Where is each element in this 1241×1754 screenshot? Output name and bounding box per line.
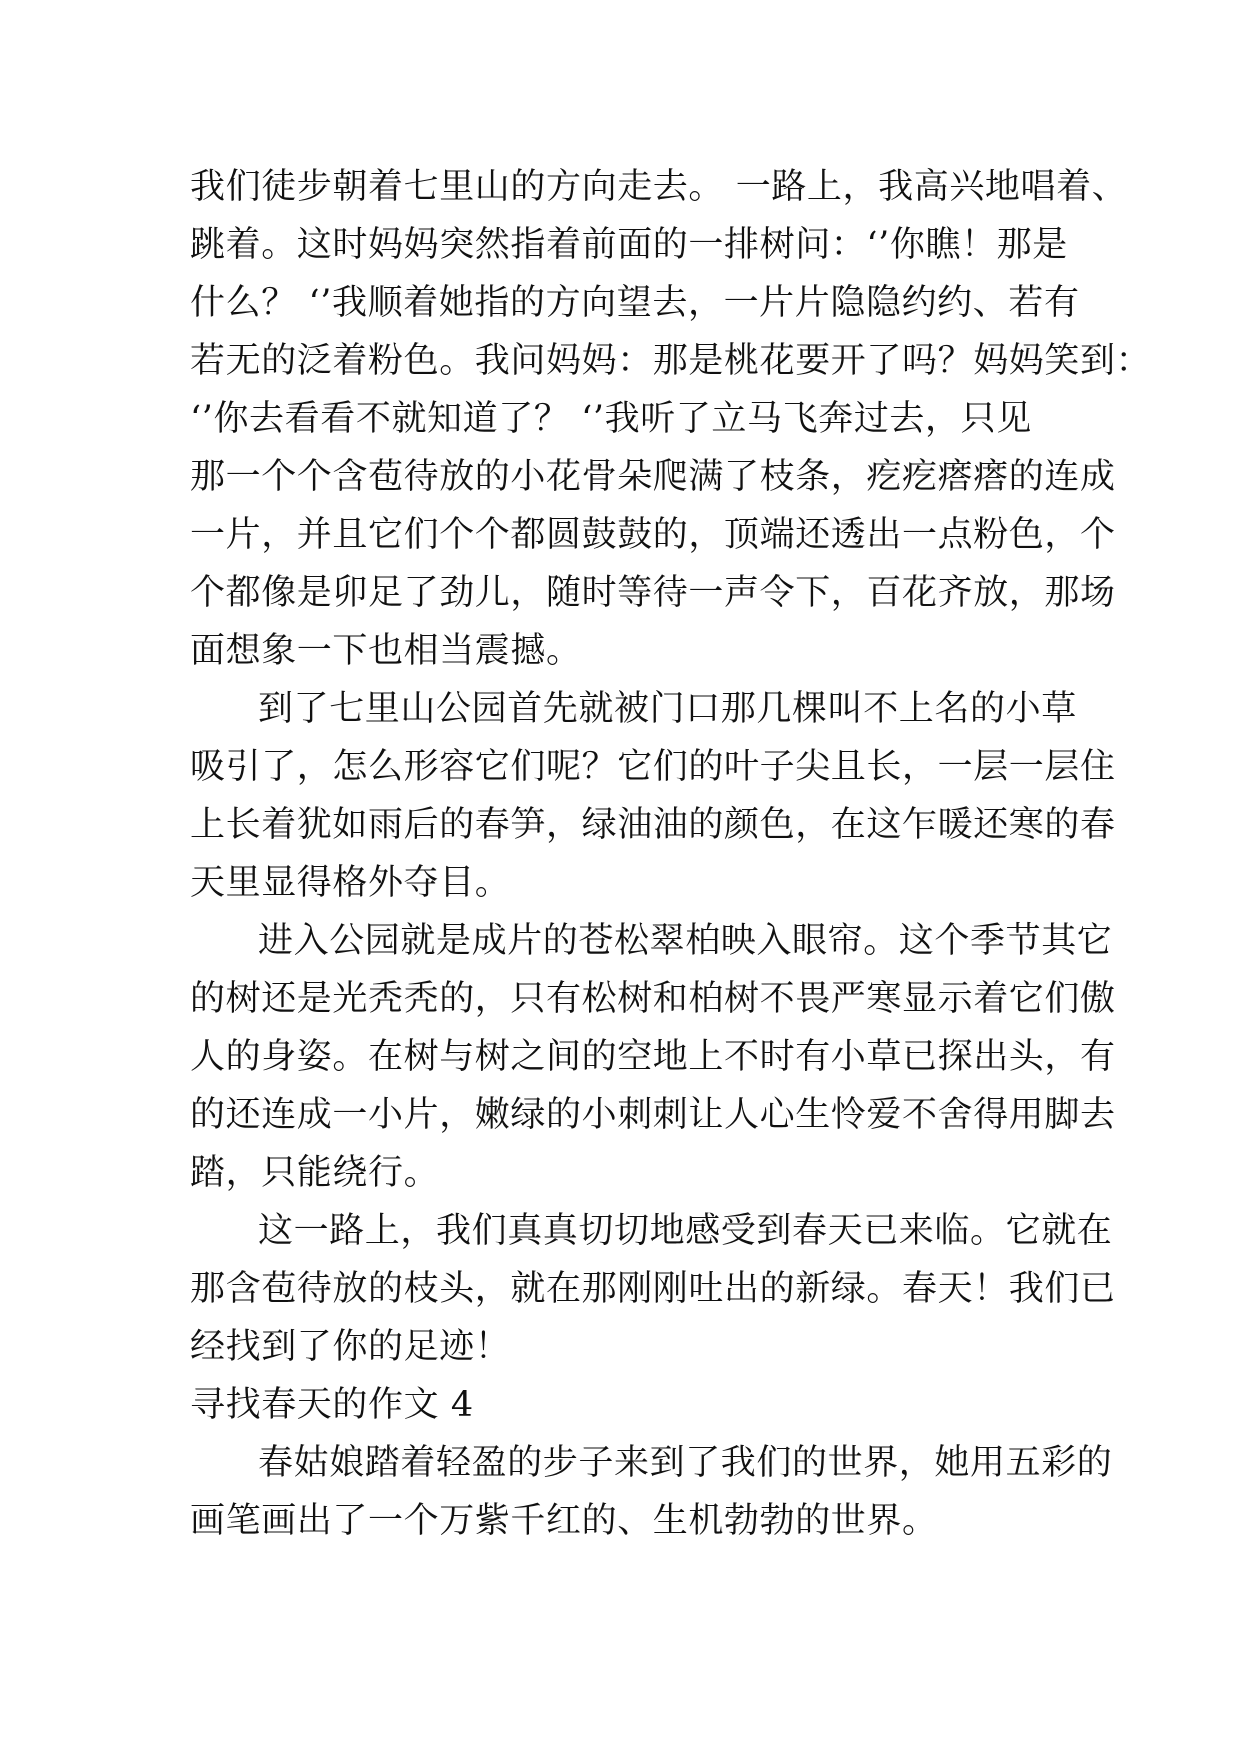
text-line: 的还连成一小片，嫩绿的小刺刺让人心生怜爱不舍得用脚去	[190, 1095, 1116, 1135]
text-line: 经找到了你的足迹！	[190, 1327, 511, 1367]
text-line: 一片，并且它们个个都圆鼓鼓的，顶端还透出一点粉色，个	[190, 515, 1116, 555]
text-line: 跳着。这时妈妈突然指着前面的一排树问：‘’你瞧！那是	[190, 225, 1068, 265]
text-line: 那一个个含苞待放的小花骨朵爬满了枝条，疙疙瘩瘩的连成	[190, 457, 1116, 497]
text-line: 踏，只能绕行。	[190, 1153, 440, 1193]
text-line: 春姑娘踏着轻盈的步子来到了我们的世界，她用五彩的	[258, 1443, 1113, 1483]
text-line: 这一路上，我们真真切切地感受到春天已来临。它就在	[258, 1211, 1113, 1251]
text-line: 天里显得格外夺目。	[190, 863, 511, 903]
text-line: 到了七里山公园首先就被门口那几棵叫不上名的小草	[258, 689, 1077, 729]
text-line: 上长着犹如雨后的春笋，绿油油的颜色，在这乍暖还寒的春	[190, 805, 1116, 845]
paragraph	[190, 1434, 1113, 1550]
text-line: 吸引了，怎么形容它们呢？它们的叶子尖且长，一层一层住	[190, 747, 1116, 787]
section-heading: 寻找春天的作文 4	[190, 1385, 474, 1425]
text-line: 面想象一下也相当震撼。	[190, 631, 582, 671]
paragraph	[190, 912, 1116, 1202]
paragraph	[190, 1202, 1116, 1376]
paragraph	[190, 680, 1116, 912]
text-line: 人的身姿。在树与树之间的空地上不时有小草已探出头，有	[190, 1037, 1116, 1077]
paragraph	[190, 158, 1152, 680]
text-line: 个都像是卯足了劲儿，随时等待一声令下，百花齐放，那场	[190, 573, 1116, 613]
text-line: 我们徒步朝着七里山的方向走去。 一路上，我高兴地唱着、	[190, 167, 1128, 207]
text-line: 画笔画出了一个万紫千红的、生机勃勃的世界。	[190, 1501, 938, 1541]
text-line: 什么？ ‘’我顺着她指的方向望去，一片片隐隐约约、若有	[190, 283, 1080, 323]
text-line: 那含苞待放的枝头，就在那刚刚吐出的新绿。春天！我们已	[190, 1269, 1116, 1309]
text-line: 若无的泛着粉色。我问妈妈：那是桃花要开了吗？妈妈笑到：	[190, 341, 1152, 381]
document-body	[190, 158, 1152, 1550]
text-line: 进入公园就是成片的苍松翠柏映入眼帘。这个季节其它	[258, 921, 1113, 961]
text-line: 的树还是光秃秃的，只有松树和柏树不畏严寒显示着它们傲	[190, 979, 1116, 1019]
text-line: ‘’你去看看不就知道了？ ‘’我听了立马飞奔过去，只见	[190, 399, 1032, 439]
